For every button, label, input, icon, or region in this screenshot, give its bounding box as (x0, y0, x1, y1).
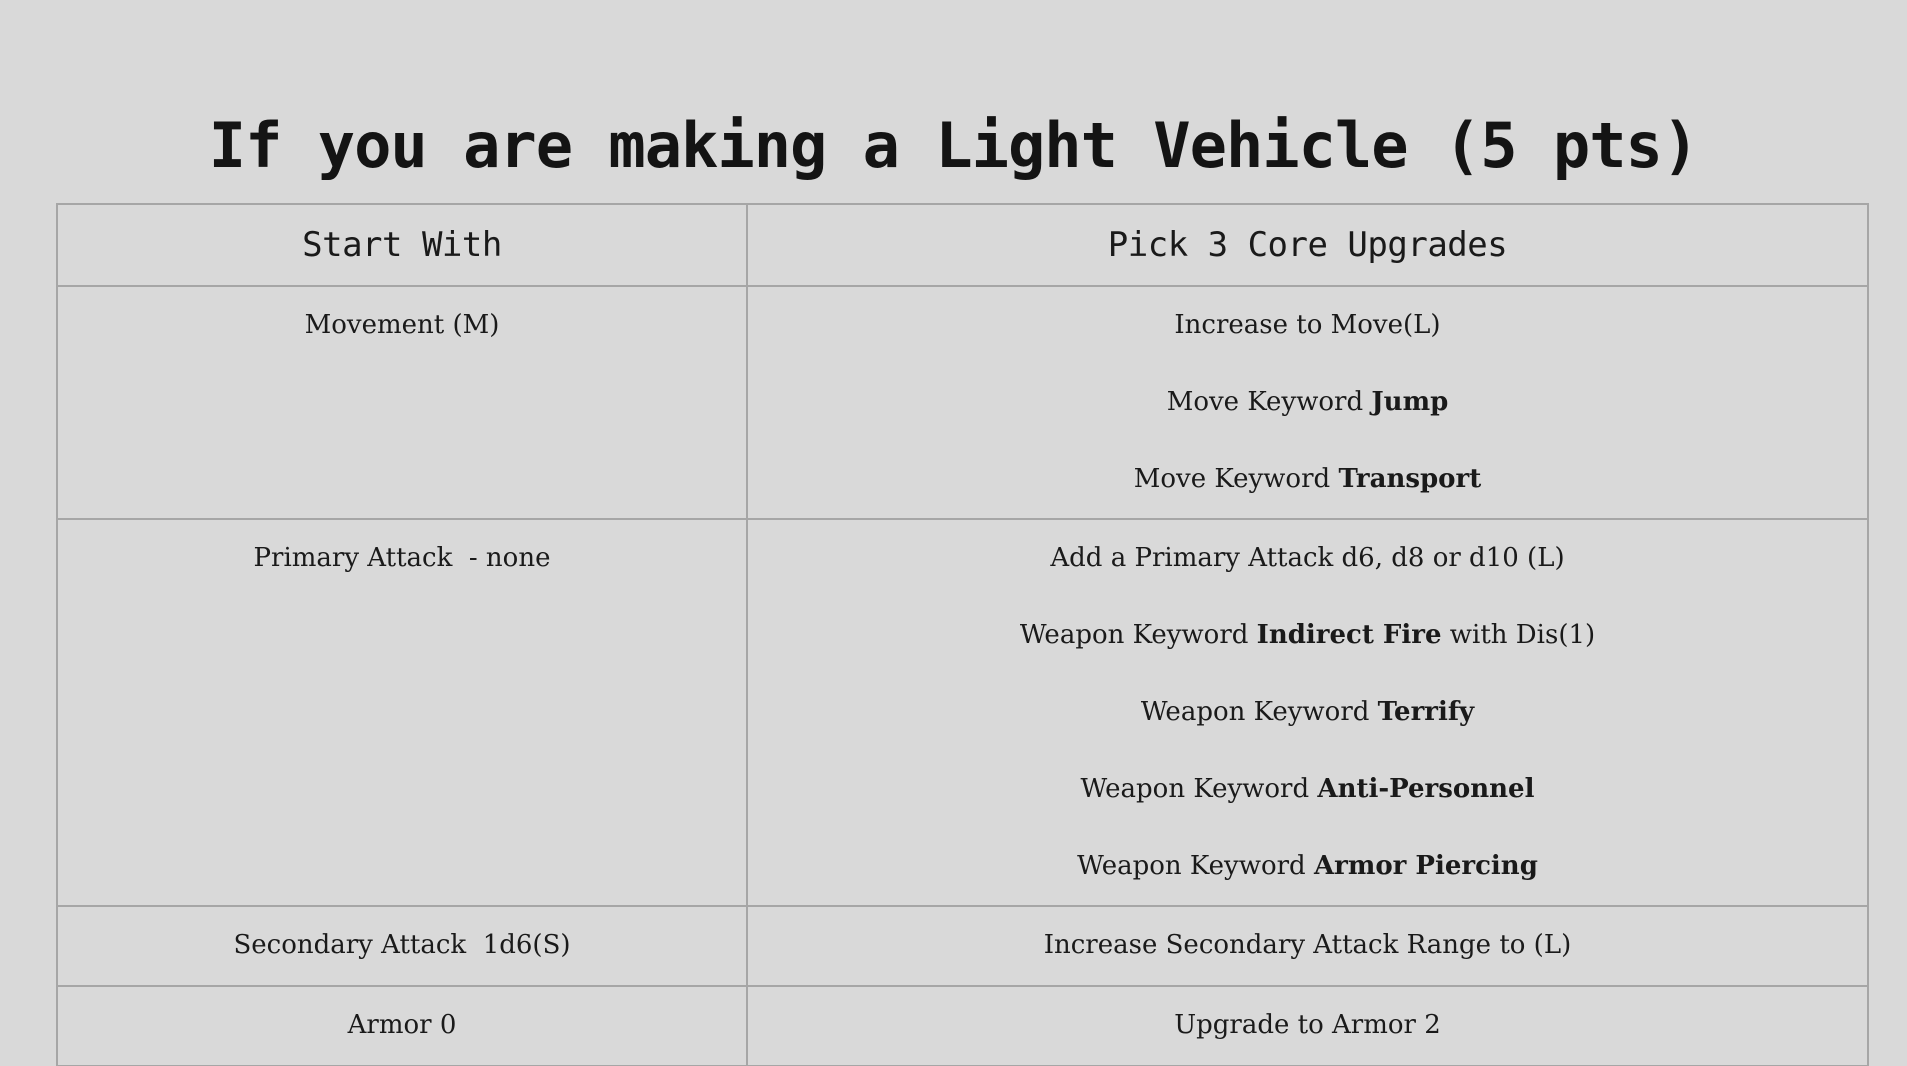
upgrade-option (748, 597, 1867, 674)
start-text-primary-attack: Primary Attack - none (253, 543, 551, 573)
table-row-movement (57, 286, 1868, 519)
upgrade-option (748, 364, 1867, 441)
upgrade-text: Add a Primary Attack d6, d8 or d10 (L) (1050, 543, 1565, 573)
upgrade-text: Weapon Keyword (1080, 774, 1318, 804)
upgrade-text: Increase Secondary Attack Range to (L) (1043, 930, 1572, 960)
upgrade-text-after: with Dis(1) (1441, 620, 1596, 650)
upgrades-cell-secondary-attack (747, 906, 1868, 986)
upgrade-option (748, 520, 1867, 597)
upgrade-text: Move Keyword (1133, 464, 1339, 494)
table-row-primary-attack (57, 519, 1868, 906)
table-row-secondary-attack (57, 906, 1868, 986)
upgrades-cell-movement (747, 286, 1868, 519)
upgrade-text: Move Keyword (1166, 387, 1372, 417)
upgrade-text: Increase to Move(L) (1174, 310, 1441, 340)
upgrade-table (56, 203, 1869, 1066)
start-text-armor: Armor 0 (347, 1010, 457, 1040)
upgrade-option (748, 907, 1867, 984)
start-text-movement: Movement (M) (304, 310, 500, 340)
upgrade-keyword: Transport (1338, 464, 1482, 494)
table-row-armor (57, 986, 1868, 1066)
upgrade-keyword: Anti-Personnel (1317, 774, 1535, 804)
upgrade-text: Weapon Keyword (1140, 697, 1378, 727)
header-core-upgrades: Pick 3 Core Upgrades (747, 204, 1868, 286)
upgrades-cell-armor (747, 986, 1868, 1066)
table-header-row (57, 204, 1868, 286)
start-cell-movement (57, 286, 747, 519)
upgrade-keyword: Jump (1371, 387, 1449, 417)
upgrade-option (748, 287, 1867, 364)
upgrade-text: Weapon Keyword (1077, 851, 1314, 881)
page-title: If you are making a Light Vehicle (5 pts) (208, 109, 1699, 182)
upgrade-option (748, 751, 1867, 828)
upgrade-option (748, 828, 1867, 905)
upgrade-keyword: Armor Piercing (1313, 851, 1538, 881)
header-start-with: Start With (57, 204, 747, 286)
start-cell-secondary-attack (57, 906, 747, 986)
upgrade-text: Weapon Keyword (1019, 620, 1257, 650)
upgrade-text: Upgrade to Armor 2 (1174, 1010, 1441, 1040)
start-cell-armor (57, 986, 747, 1066)
upgrades-cell-primary-attack (747, 519, 1868, 906)
upgrade-option (748, 441, 1867, 518)
upgrade-option (748, 987, 1867, 1064)
upgrade-keyword: Indirect Fire (1256, 620, 1442, 650)
start-cell-primary-attack (57, 519, 747, 906)
upgrade-keyword: Terrify (1377, 697, 1475, 727)
upgrade-option (748, 674, 1867, 751)
start-text-secondary-attack: Secondary Attack 1d6(S) (233, 930, 571, 960)
